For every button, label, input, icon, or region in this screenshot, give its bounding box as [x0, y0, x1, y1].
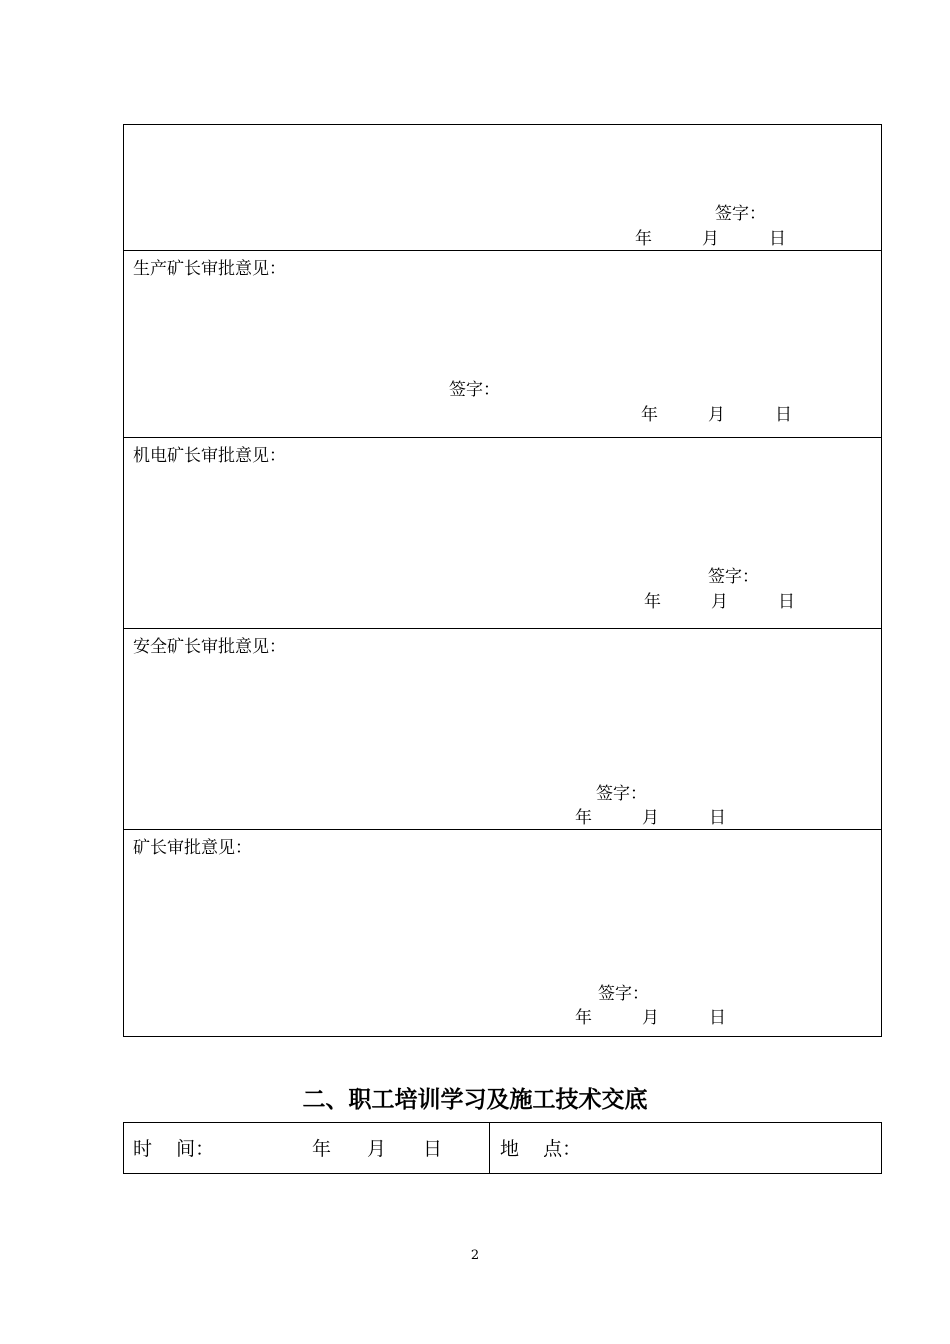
date-day: 日 — [778, 592, 795, 612]
date-month: 月 — [642, 808, 659, 828]
column-divider — [489, 1123, 490, 1173]
sign-label: 签字： — [708, 567, 759, 587]
approval-row-safety — [123, 628, 882, 830]
safety-approval-label: 安全矿长审批意见： — [133, 637, 286, 657]
date-year: 年 — [575, 1008, 592, 1028]
date-day: 日 — [709, 808, 726, 828]
time-label: 时 间： — [133, 1138, 215, 1160]
date-day: 日 — [775, 405, 792, 425]
date-day: 日 — [423, 1138, 443, 1160]
date-month: 月 — [642, 1008, 659, 1028]
date-day: 日 — [709, 1008, 726, 1028]
location-label: 地 点： — [500, 1138, 582, 1160]
date-year: 年 — [575, 808, 592, 828]
section-title: 二、职工培训学习及施工技术交底 — [302, 1086, 648, 1113]
page-number: 2 — [470, 1248, 480, 1263]
date-year: 年 — [644, 592, 661, 612]
date-year: 年 — [312, 1138, 332, 1160]
approval-row-production — [123, 250, 882, 438]
date-year: 年 — [641, 405, 658, 425]
training-info-table — [123, 1122, 882, 1174]
date-month: 月 — [708, 405, 725, 425]
date-month: 月 — [711, 592, 728, 612]
sign-label: 签字： — [449, 380, 500, 400]
date-day: 日 — [769, 229, 786, 249]
approval-row-director — [123, 829, 882, 1037]
sign-label: 签字： — [715, 204, 766, 224]
date-month: 月 — [367, 1138, 387, 1160]
production-approval-label: 生产矿长审批意见： — [133, 259, 286, 279]
electromech-approval-label: 机电矿长审批意见： — [133, 446, 286, 466]
approval-row-top — [123, 124, 882, 251]
date-month: 月 — [702, 229, 719, 249]
sign-label: 签字： — [596, 784, 647, 804]
sign-label: 签字： — [598, 984, 649, 1004]
director-approval-label: 矿长审批意见： — [133, 838, 252, 858]
approval-row-electromech — [123, 437, 882, 629]
date-year: 年 — [635, 229, 652, 249]
